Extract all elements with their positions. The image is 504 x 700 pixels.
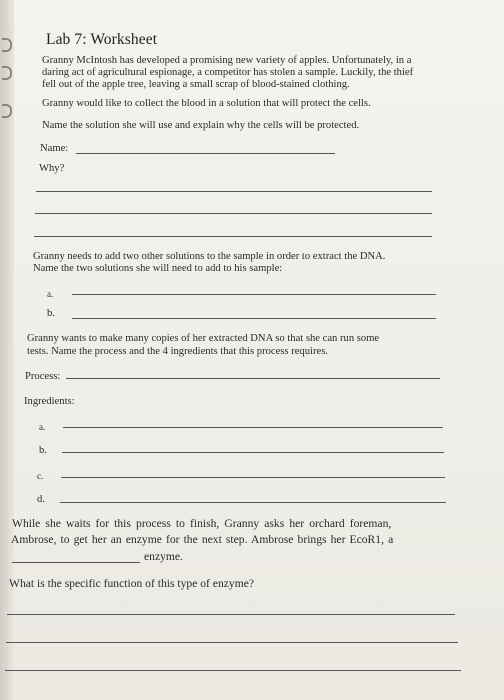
- q5-text: What is the specific function of this type of enzyme?: [9, 577, 254, 590]
- q3-item-d-answer-line[interactable]: [60, 502, 446, 503]
- q2-item-b-answer-line[interactable]: [72, 318, 436, 319]
- q1-why-answer-line[interactable]: [34, 236, 432, 237]
- q1-name-answer-line[interactable]: [76, 153, 335, 154]
- q5-answer-line[interactable]: [6, 642, 458, 643]
- q1-name-label: Name:: [40, 143, 69, 154]
- q2-text: Granny needs to add two other solutions to the sample in order to extract the DNA.: [33, 251, 386, 262]
- q3-item-c-answer-line[interactable]: [61, 477, 445, 478]
- q3-item-c-label: c.: [37, 471, 44, 481]
- q3-item-a-answer-line[interactable]: [63, 427, 443, 428]
- q2-item-a-label: a.: [47, 289, 54, 299]
- binder-ring: [2, 38, 12, 52]
- q2-item-a-answer-line[interactable]: [72, 294, 436, 295]
- q1-text: Name the solution she will use and explain why the cells will be protected.: [42, 120, 360, 131]
- q3-item-a-label: a.: [39, 422, 46, 432]
- q4-text: enzyme.: [144, 550, 183, 563]
- q4-enzyme-answer-line[interactable]: [12, 562, 140, 563]
- q5-answer-line[interactable]: [5, 670, 461, 671]
- intro-line: Granny McIntosh has developed a promising new variety of apples. Unfortunately, in a: [42, 55, 412, 66]
- q1-why-answer-line[interactable]: [35, 213, 432, 214]
- binder-ring: [2, 104, 12, 118]
- q3-process-answer-line[interactable]: [66, 378, 440, 379]
- q3-process-label: Process:: [25, 371, 61, 382]
- q2-text: Name the two solutions she will need to add to his sample:: [33, 263, 283, 274]
- page-title: Lab 7: Worksheet: [46, 31, 158, 48]
- binder-ring: [2, 66, 12, 80]
- q1-why-label: Why?: [39, 163, 65, 174]
- q3-text: tests. Name the process and the 4 ingredients that this process requires.: [27, 346, 328, 357]
- q4-text: Ambrose, to get her an enzyme for the next step. Ambrose brings her EcoR1, a: [11, 533, 394, 546]
- q1-text: Granny would like to collect the blood in a solution that will protect the cells.: [42, 98, 371, 109]
- intro-line: daring act of agricultural espionage, a competitor has stolen a sample. Luckily, the thief: [42, 67, 414, 78]
- q3-item-b-label: b.: [39, 445, 47, 456]
- binder-edge: [0, 0, 14, 700]
- q1-why-answer-line[interactable]: [36, 191, 432, 192]
- q5-answer-line[interactable]: [7, 614, 455, 615]
- q4-text: While she waits for this process to finish, Granny asks her orchard foreman,: [12, 517, 392, 530]
- q2-item-b-label: b.: [47, 308, 55, 319]
- q3-item-d-label: d.: [37, 494, 45, 505]
- q3-text: Granny wants to make many copies of her extracted DNA so that she can run some: [27, 333, 380, 344]
- q3-item-b-answer-line[interactable]: [62, 452, 444, 453]
- intro-line: fell out of the apple tree, leaving a small scrap of blood-stained clothing.: [42, 79, 350, 90]
- q3-ingredients-label: Ingredients:: [24, 396, 75, 407]
